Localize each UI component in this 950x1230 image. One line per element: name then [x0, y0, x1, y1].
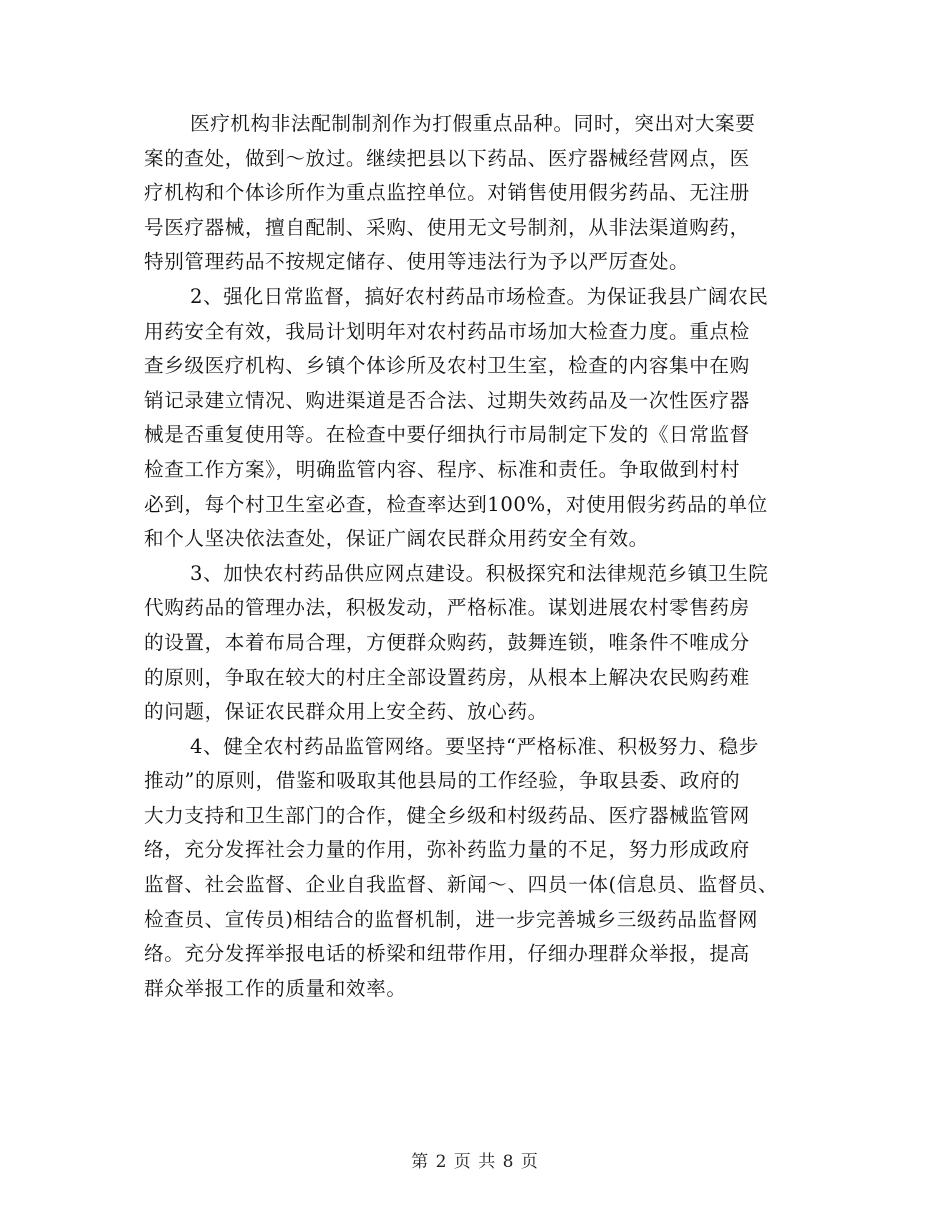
text-line: 4、健全农村药品监管网络。要坚持“严格标准、积极努力、稳步	[190, 734, 759, 758]
text-line: 医疗机构非法配制制剂作为打假重点品种。同时，突出对大案要	[190, 112, 756, 135]
text-line: 群众举报工作的质量和效率。	[144, 976, 407, 1000]
text-line: 3、加快农村药品供应网点建设。积极探究和法律规范乡镇卫生院	[190, 561, 769, 585]
paragraph-1	[144, 107, 814, 280]
text-line: 销记录建立情况、购进渠道是否合法、过期失效药品及一次性医疗器	[144, 388, 750, 412]
text-line: 代购药品的管理办法，积极发动，严格标准。谋划进展农村零售药房	[144, 596, 750, 620]
text-line: 监督、社会监督、企业自我监督、新闻～、四员一体(信息员、监督员、	[144, 873, 779, 897]
text-line: 2、强化日常监督，搞好农村药品市场检查。为保证我县广阔农民	[190, 284, 769, 308]
paragraph-2	[144, 280, 814, 557]
text-line: 的原则，争取在较大的村庄全部设置药房，从根本上解决农民购药难	[144, 665, 750, 689]
text-line: 络，充分发挥社会力量的作用，弥补药监力量的不足，努力形成政府	[144, 838, 750, 862]
document-body	[144, 107, 814, 1006]
text-line: 械是否重复使用等。在检查中要仔细执行市局制定下发的《日常监督	[144, 423, 750, 447]
text-line: 案的查处，做到～放过。继续把县以下药品、医疗器械经营网点，医	[144, 146, 750, 170]
text-line: 络。充分发挥举报电话的桥梁和纽带作用，仔细办理群众举报，提高	[144, 942, 750, 966]
text-line: 推动”的原则，借鉴和吸取其他县局的工作经验，争取县委、政府的	[144, 769, 741, 793]
text-line: 的设置，本着布局合理，方便群众购药，鼓舞连锁，唯条件不唯成分	[144, 630, 750, 654]
text-line: 必到，每个村卫生室必查，检查率达到100%，对使用假劣药品的单位	[144, 492, 768, 516]
page-number-footer: 第 2 页 共 8 页	[411, 1152, 539, 1172]
text-line: 大力支持和卫生部门的合作，健全乡级和村级药品、医疗器械监管网	[144, 803, 750, 827]
paragraph-3	[144, 557, 814, 730]
text-line: 和个人坚决依法查处，保证广阔农民群众用药安全有效。	[144, 527, 649, 551]
text-line: 查乡级医疗机构、乡镇个体诊所及农村卫生室，检查的内容集中在购	[144, 354, 750, 378]
text-line: 疗机构和个体诊所作为重点监控单位。对销售使用假劣药品、无注册	[144, 181, 750, 205]
text-line: 用药安全有效，我局计划明年对农村药品市场加大检查力度。重点检	[144, 319, 750, 343]
text-line: 特别管理药品不按规定储存、使用等违法行为予以严厉查处。	[144, 250, 690, 274]
text-line: 号医疗器械，擅自配制、采购、使用无文号制剂，从非法渠道购药，	[144, 215, 750, 239]
text-line: 检查工作方案》，明确监管内容、程序、标准和责任。争取做到村村	[144, 457, 741, 481]
text-line: 检查员、宣传员)相结合的监督机制，进一步完善城乡三级药品监督网	[144, 907, 759, 931]
paragraph-4	[144, 730, 814, 1007]
text-line: 的问题，保证农民群众用上安全药、放心药。	[144, 700, 548, 724]
